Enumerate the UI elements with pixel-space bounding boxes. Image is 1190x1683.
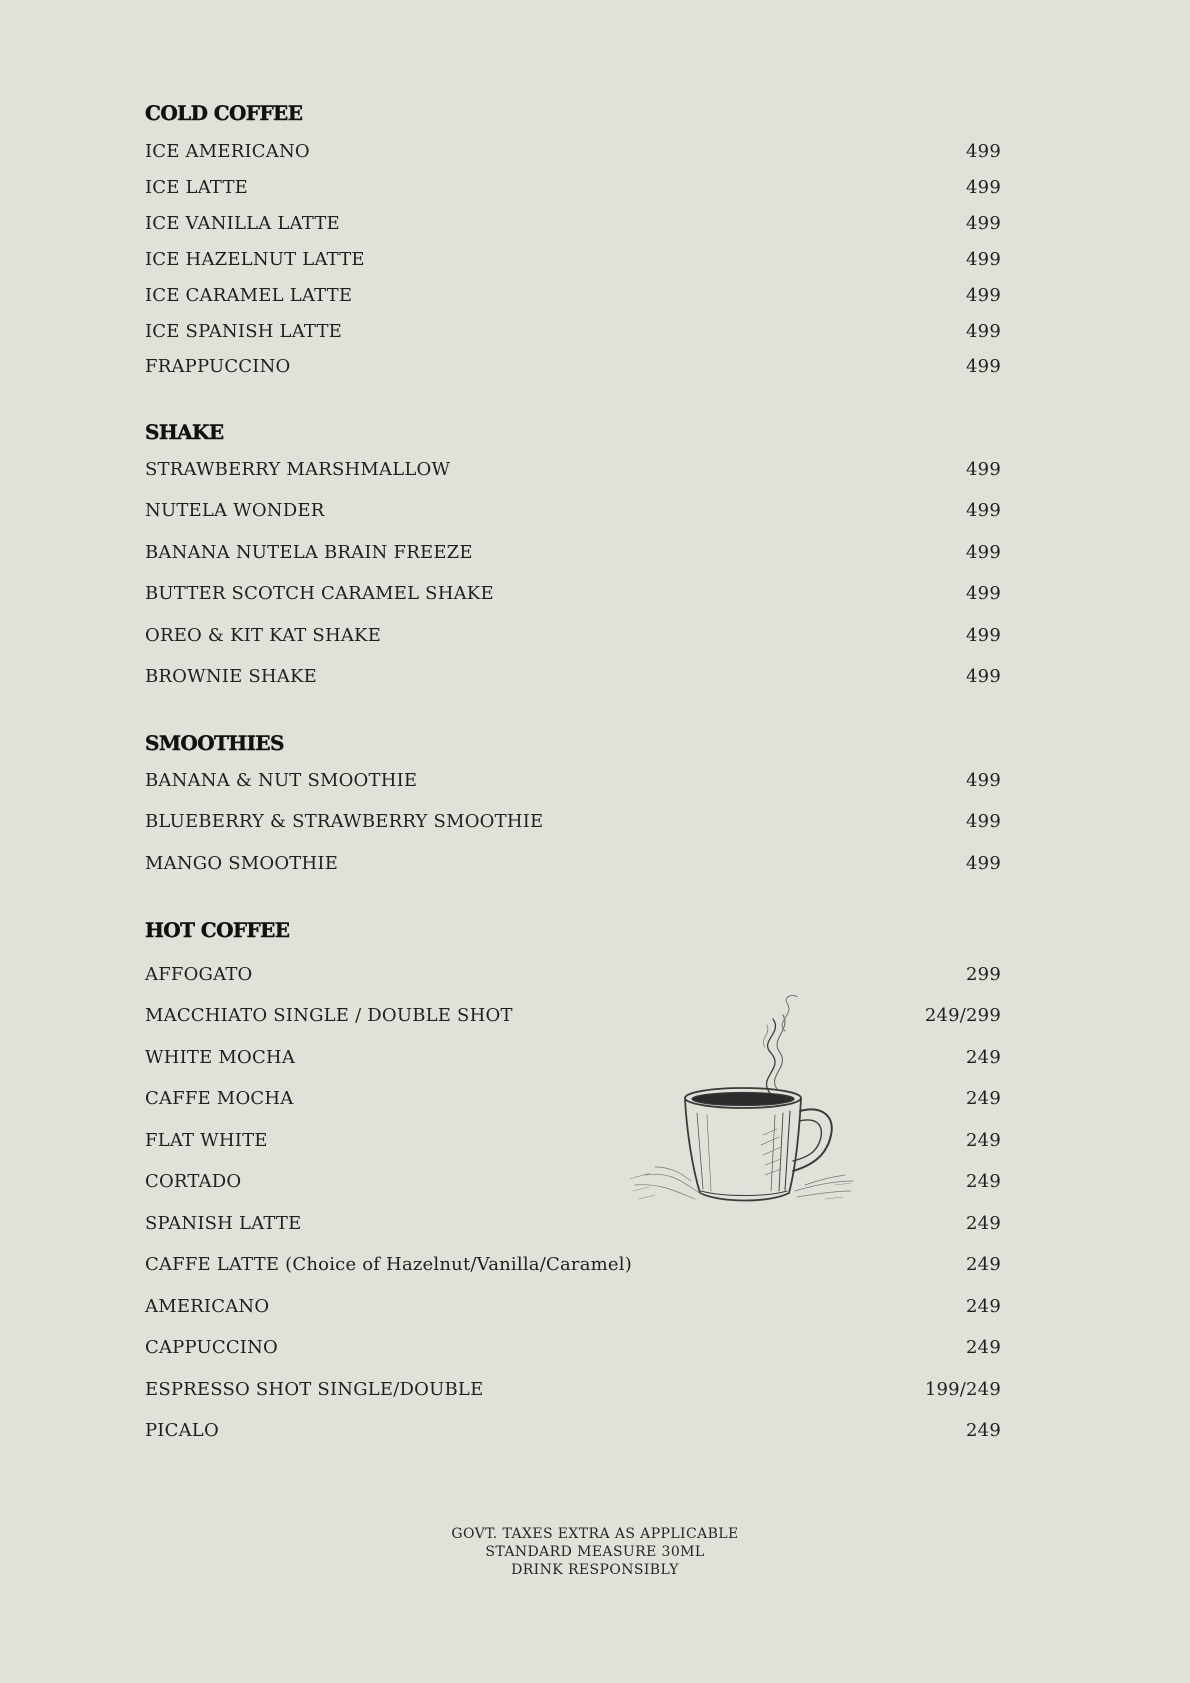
item-name: BUTTER SCOTCH CARAMEL SHAKE xyxy=(145,583,494,604)
menu-item xyxy=(145,1003,1001,1029)
menu-item xyxy=(145,247,1001,273)
item-name: BANANA & NUT SMOOTHIE xyxy=(145,770,418,791)
menu-item xyxy=(145,457,1001,483)
item-name: CAPPUCCINO xyxy=(145,1337,279,1358)
menu-item xyxy=(145,283,1001,309)
menu-item xyxy=(145,1086,1001,1112)
item-price: 249 xyxy=(966,1047,1001,1068)
item-price: 249 xyxy=(966,1337,1001,1358)
menu-item xyxy=(145,768,1001,794)
item-name: ICE LATTE xyxy=(145,177,248,198)
item-price: 249 xyxy=(966,1420,1001,1441)
item-price: 499 xyxy=(966,625,1001,646)
footer-taxes-note: GOVT. TAXES EXTRA AS APPLICABLE xyxy=(451,1526,739,1542)
menu-item xyxy=(145,664,1001,690)
menu-item xyxy=(145,498,1001,524)
menu-page xyxy=(145,0,1001,1683)
item-name: ESPRESSO SHOT SINGLE/DOUBLE xyxy=(145,1379,484,1400)
item-price: 499 xyxy=(966,770,1001,791)
item-price: 249 xyxy=(966,1088,1001,1109)
menu-item xyxy=(145,1128,1001,1154)
item-name: CORTADO xyxy=(145,1171,242,1192)
item-name: ICE VANILLA LATTE xyxy=(145,213,340,234)
item-name: BANANA NUTELA BRAIN FREEZE xyxy=(145,542,473,563)
menu-item xyxy=(145,540,1001,566)
item-price: 249/299 xyxy=(924,1005,1001,1026)
menu-item xyxy=(145,139,1001,165)
coffee-mug-icon xyxy=(625,985,855,1210)
item-name: PICALO xyxy=(145,1420,219,1441)
footer-responsibly-note: DRINK RESPONSIBLY xyxy=(511,1562,679,1578)
menu-item xyxy=(145,851,1001,877)
menu-item xyxy=(145,211,1001,237)
item-price: 499 xyxy=(966,177,1001,198)
menu-item xyxy=(145,623,1001,649)
item-name: ICE SPANISH LATTE xyxy=(145,321,342,342)
item-price: 249 xyxy=(966,1296,1001,1317)
item-price: 499 xyxy=(966,666,1001,687)
item-price: 499 xyxy=(966,542,1001,563)
item-name: CAFFE LATTE (Choice of Hazelnut/Vanilla/Caramel) xyxy=(145,1254,632,1275)
item-name: FLAT WHITE xyxy=(145,1130,268,1151)
item-price: 499 xyxy=(966,285,1001,306)
item-name: AFFOGATO xyxy=(145,964,253,985)
item-price: 499 xyxy=(966,213,1001,234)
menu-item xyxy=(145,175,1001,201)
item-price: 499 xyxy=(966,356,1001,377)
item-price: 199/249 xyxy=(924,1379,1001,1400)
item-name: FRAPPUCCINO xyxy=(145,356,291,377)
item-price: 499 xyxy=(966,321,1001,342)
menu-item xyxy=(145,1377,1001,1403)
item-price: 499 xyxy=(966,459,1001,480)
menu-item xyxy=(145,1252,1001,1278)
item-price: 499 xyxy=(966,141,1001,162)
item-price: 499 xyxy=(966,583,1001,604)
item-name: MANGO SMOOTHIE xyxy=(145,853,339,874)
menu-item xyxy=(145,1045,1001,1071)
section-title: SMOOTHIES xyxy=(145,731,284,755)
item-name: MACCHIATO SINGLE / DOUBLE SHOT xyxy=(145,1005,513,1026)
section-title: SHAKE xyxy=(145,420,224,444)
menu-item xyxy=(145,354,1001,380)
footer-measure-note: STANDARD MEASURE 30ML xyxy=(485,1544,705,1560)
item-name: NUTELA WONDER xyxy=(145,500,325,521)
item-price: 299 xyxy=(966,964,1001,985)
item-price: 499 xyxy=(966,853,1001,874)
item-name: BLUEBERRY & STRAWBERRY SMOOTHIE xyxy=(145,811,544,832)
item-price: 499 xyxy=(966,500,1001,521)
item-name: ICE HAZELNUT LATTE xyxy=(145,249,365,270)
item-price: 249 xyxy=(966,1130,1001,1151)
menu-item xyxy=(145,1211,1001,1237)
item-price: 249 xyxy=(966,1171,1001,1192)
item-price: 249 xyxy=(966,1254,1001,1275)
item-name: BROWNIE SHAKE xyxy=(145,666,317,687)
item-name: CAFFE MOCHA xyxy=(145,1088,294,1109)
footer-notes xyxy=(0,1525,1190,1579)
item-price: 499 xyxy=(966,249,1001,270)
item-price: 499 xyxy=(966,811,1001,832)
menu-item xyxy=(145,1169,1001,1195)
item-name: ICE CARAMEL LATTE xyxy=(145,285,353,306)
item-name: ICE AMERICANO xyxy=(145,141,310,162)
item-name: AMERICANO xyxy=(145,1296,270,1317)
section-title: COLD COFFEE xyxy=(145,101,303,125)
menu-item xyxy=(145,581,1001,607)
item-name: WHITE MOCHA xyxy=(145,1047,296,1068)
menu-item xyxy=(145,319,1001,345)
menu-item xyxy=(145,809,1001,835)
menu-item xyxy=(145,1335,1001,1361)
item-name: SPANISH LATTE xyxy=(145,1213,302,1234)
item-name: STRAWBERRY MARSHMALLOW xyxy=(145,459,451,480)
menu-item xyxy=(145,1418,1001,1444)
menu-item xyxy=(145,1294,1001,1320)
item-name: OREO & KIT KAT SHAKE xyxy=(145,625,382,646)
section-title: HOT COFFEE xyxy=(145,918,290,942)
item-price: 249 xyxy=(966,1213,1001,1234)
menu-item xyxy=(145,962,1001,988)
